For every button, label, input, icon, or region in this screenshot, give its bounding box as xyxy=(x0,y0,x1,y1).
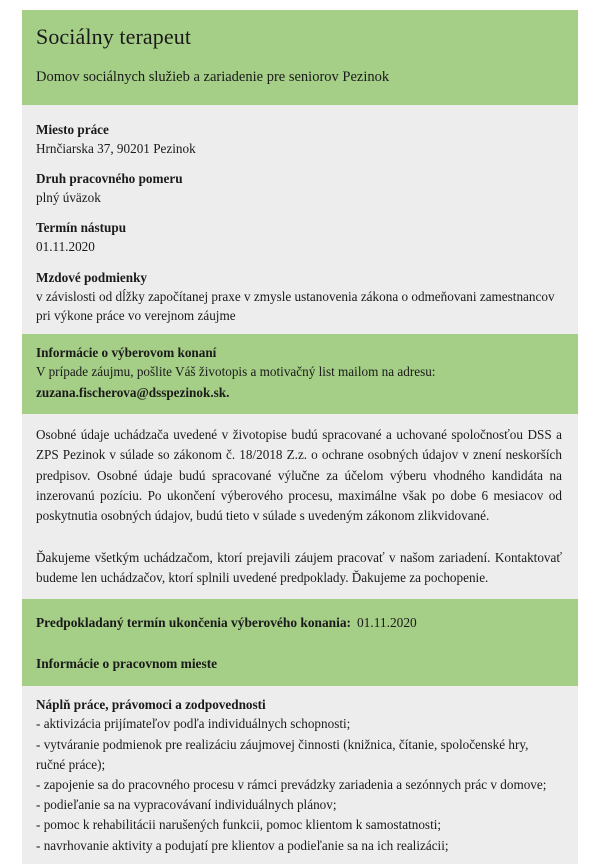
selection-info-group xyxy=(28,334,572,402)
organization-name: Domov sociálnych služieb a zariadenie pre seniorov Pezinok xyxy=(36,69,390,86)
page-title: Sociálny terapeut xyxy=(36,24,192,49)
list-item: - pomoc k rehabilitácii narušených funkcii, pomoc klientom k samostatnosti; xyxy=(36,817,442,833)
deadline-band xyxy=(22,599,578,686)
gdpr-band xyxy=(22,414,578,536)
field-label: Termín nástupu xyxy=(36,220,127,236)
field-mzdove-podmienky xyxy=(28,259,572,334)
field-value: Hrnčiarska 37, 90201 Pezinok xyxy=(36,140,196,156)
thanks-band xyxy=(22,537,578,599)
list-item: - zapojenie sa do pracovného procesu v rámci prevádzky zariadenia a sezónnych prác v domove; xyxy=(36,777,547,793)
field-miesto-prace xyxy=(28,111,572,160)
field-label: Miesto práce xyxy=(36,121,109,137)
thanks-paragraph: Ďakujeme všetkým uchádzačom, ktorí prejavili záujem pracovať v našom zariadení. Kontaktovať budeme len uchádzačov, ktorí splnili uvedené predpoklady. Ďakujeme za pochopenie. xyxy=(36,549,562,585)
duties-list xyxy=(28,714,572,863)
workplace-info-heading: Informácie o pracovnom mieste xyxy=(36,656,218,672)
duties-heading: Náplň práce, právomoci a zodpovednosti xyxy=(36,696,266,712)
selection-info-band xyxy=(22,334,578,414)
deadline-row xyxy=(28,599,572,632)
deadline-label: Predpokladaný termín ukončenia výberového konania: xyxy=(36,614,351,630)
field-value: 01.11.2020 xyxy=(36,239,95,255)
title-band xyxy=(22,10,578,105)
deadline-value: 01.11.2020 xyxy=(356,614,417,630)
list-item: - aktivizácia prijímateľov podľa individuálnych schopnosti; xyxy=(36,716,351,732)
duties-band xyxy=(22,686,578,864)
selection-info-heading: Informácie o výberovom konaní xyxy=(36,344,217,360)
contact-email[interactable]: zuzana.fischerova@dsspezinok.sk. xyxy=(36,385,230,401)
document-body xyxy=(22,10,578,864)
selection-info-line: V prípade záujmu, pošlite Váš životopis a motivačný list mailom na adresu: xyxy=(36,364,436,380)
list-item: - podieľanie sa na vypracovávaní individuálnych plánov; xyxy=(36,797,337,813)
field-value: plný úväzok xyxy=(36,190,101,206)
field-termin-nastupu xyxy=(28,209,572,258)
list-item: - vytváranie podmienok pre realizáciu záujmovej činnosti (knižnica, čítanie, spoločenské hry, ručné práce); xyxy=(36,736,529,772)
field-label: Druh pracovného pomeru xyxy=(36,170,183,186)
field-value: v závislosti od dĺžky započítanej praxe v zmysle ustanovenia zákona o odmeňovani zamestnancov pri výkone práce vo verejnom záujme xyxy=(36,288,555,323)
thanks-paragraph-wrap xyxy=(28,537,572,599)
field-label: Mzdové podmienky xyxy=(36,269,147,285)
gdpr-paragraph: Osobné údaje uchádzača uvedené v životopise budú spracované a uchované spoločnosťou DSS a ZPS Pezinok v súlade so zákonom č. 18/2018 Z.z. o ochrane osobných údajov v znení neskorších predpisov. Osobné údaje budú spracované výlučne za účelom výberu vhodného kandidáta na inzerovanú pozíciu. Po ukončení výberového procesu, maximálne však po dobe 6 mesiacov od poskytnutia osobných údajov, budú tieto v súlade s uvedeným zákonom zlikvidované. xyxy=(36,427,562,523)
job-details-band xyxy=(22,105,578,334)
list-item: - navrhovanie aktivity a podujatí pre klientov a podieľanie sa na ich realizácii; xyxy=(36,837,449,853)
field-druh-pracovneho-pomeru xyxy=(28,160,572,209)
gdpr-paragraph-wrap xyxy=(28,414,572,536)
